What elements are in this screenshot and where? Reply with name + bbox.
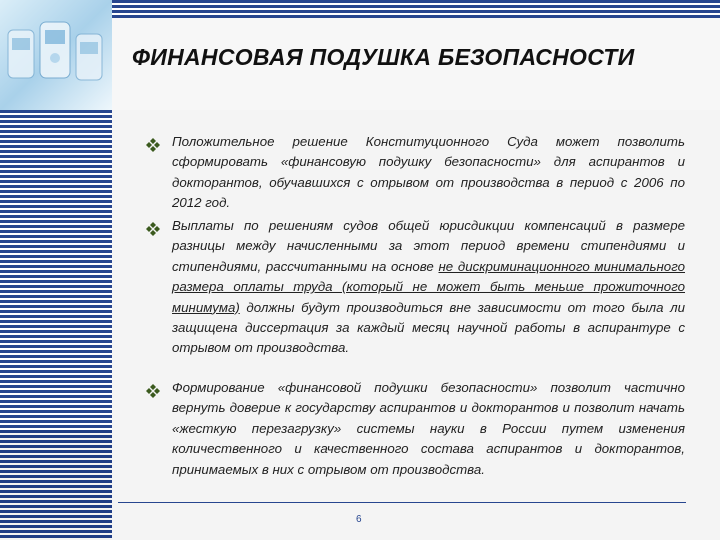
header-stripes bbox=[112, 0, 720, 18]
bullet-text-1: Положительное решение Конституционного Суда может позволить сформировать «финансовую подушку безопасности» для аспирантов и докторантов, обучавшихся с отрывом от производства в период с 2006 по 2012 год. bbox=[172, 134, 685, 211]
bullet-diamond-icon bbox=[146, 222, 160, 236]
bullet-2-part2: должны будут производиться вне зависимости от того была ли защищена диссертация за каждый месяц научной работы в аспирантуре с отрывом от производства. bbox=[172, 299, 685, 356]
slide-title: ФИНАНСОВАЯ ПОДУШКА БЕЗОПАСНОСТИ bbox=[132, 44, 635, 70]
bullet-2-underlined: не дискриминационного минимального размера оплаты труда (который не может быть меньше прожиточного минимума) bbox=[172, 258, 685, 315]
bullet-diamond-icon bbox=[146, 384, 160, 398]
footer-divider bbox=[118, 502, 686, 503]
meters-illustration-icon bbox=[0, 0, 112, 110]
bullet-diamond-icon bbox=[146, 138, 160, 152]
side-stripes-lower bbox=[0, 430, 112, 540]
bullet-2-part1: Выплаты по решениям судов общей юрисдикции компенсаций в размере разницы между начисленными за этот период времени стипендиями и стипендиями, рассчитанными на основе bbox=[172, 218, 685, 274]
bullet-text-3: Формирование «финансовой подушки безопасности» позволит частично вернуть доверие к государству аспирантов и докторантов и позволит начать «жесткую перезагрузку» системы науки в России путем изменения количественного и качественного состава аспирантов и докторантов, принимаемых в них с отрывом от производства. bbox=[172, 380, 685, 477]
bullet-text-2 bbox=[172, 216, 685, 359]
decorative-image bbox=[0, 0, 112, 110]
page-number: 6 bbox=[356, 514, 362, 525]
